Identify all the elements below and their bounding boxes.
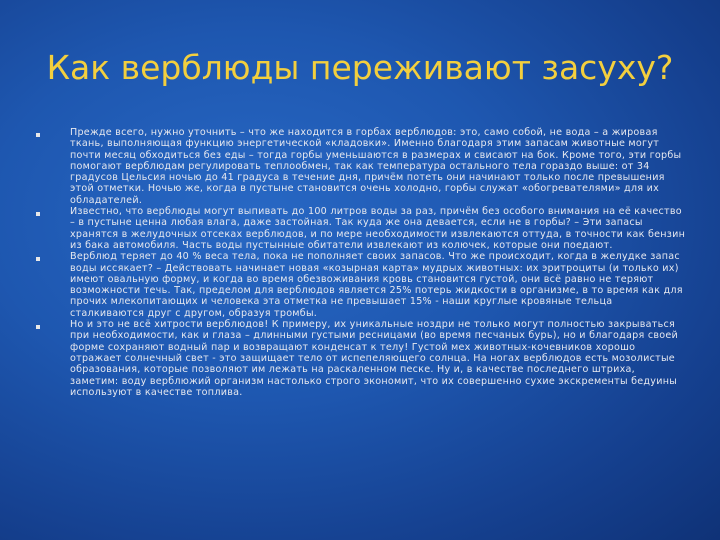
square-bullet-icon [36, 133, 40, 137]
slide-title: Как верблюды переживают засуху? [46, 48, 674, 87]
bullet-text: Верблюд теряет до 40 % веса тела, пока не пополняет своих запасов. Что же происходит, когда в желудке запас воды иссякает? – Действовать начинает новая «козырная карта» мудрых животных: их эритроциты (и только их) имеют овальную форму, и когда во время обезвоживания кровь становится густой, они всё равно не теряют возможности течь. Так, пределом для верблюдов является 25% потерь жидкости в организме, в то время как для прочих млекопитающих и человека эта отметка не превышает 15% - наши круглые кровяные тельца сталкиваются друг с другом, образуя тромбы. [70, 251, 683, 319]
square-bullet-icon [36, 212, 40, 216]
bullet-item-water-intake [36, 206, 686, 251]
bullet-list [36, 127, 686, 398]
square-bullet-icon [36, 325, 40, 329]
bullet-text: Прежде всего, нужно уточнить – что же находится в горбах верблюдов: это, само собой, не вода – а жировая ткань, выполняющая функцию энергетической «кладовки». Именно благодаря этим запасам животные могут почти месяц обходиться без еды – тогда горбы уменьшаются в размерах и свисают на бок. Кроме того, эти горбы помогают верблюдам регулировать теплообмен, так как температура остального тела гораздо выше: от 34 градусов Цельсия ночью до 41 градуса в течение дня, причём потеть они начинают только после превышения этой отметки. Ночью же, когда в пустыне становится очень холодно, горбы служат «обогревателями» для их обладателей. [70, 127, 682, 206]
bullet-text: Известно, что верблюды могут выпивать до 100 литров воды за раз, причём без особого внимания на её качество – в пустыне ценна любая влага, даже застойная. Так куда же она девается, если не в горбы? – Эти запасы хранятся в желудочных отсеках верблюдов, и по мере необходимости извлекаются оттуда, в точности как бензин из бака автомобиля. Часть воды пустынные обитатели извлекают из колючек, которые они поедают. [70, 206, 686, 251]
bullet-text: Но и это не всё хитрости верблюдов! К примеру, их уникальные ноздри не только могут полностью закрываться при необходимости, как и глаза – длинными густыми ресницами (во время песчаных бурь), но и благодаря своей форме сохраняют водный пар и возвращают конденсат к телу! Густой мех животных-кочевников хорошо отражает солнечный свет - это защищает тело от испепеляющего солнца. На ногах верблюдов есть мозолистые образования, которые позволяют им лежать на раскаленном песке. Ну и, в качестве последнего штриха, заметим: воду верблюжий организм настолько строго экономит, что их совершенно сухие экскременты бедуины используют в качестве топлива. [70, 319, 679, 398]
bullet-item-other-tricks [36, 319, 686, 398]
square-bullet-icon [36, 257, 40, 261]
bullet-item-humps [36, 127, 686, 206]
bullet-item-weight-loss [36, 251, 686, 319]
